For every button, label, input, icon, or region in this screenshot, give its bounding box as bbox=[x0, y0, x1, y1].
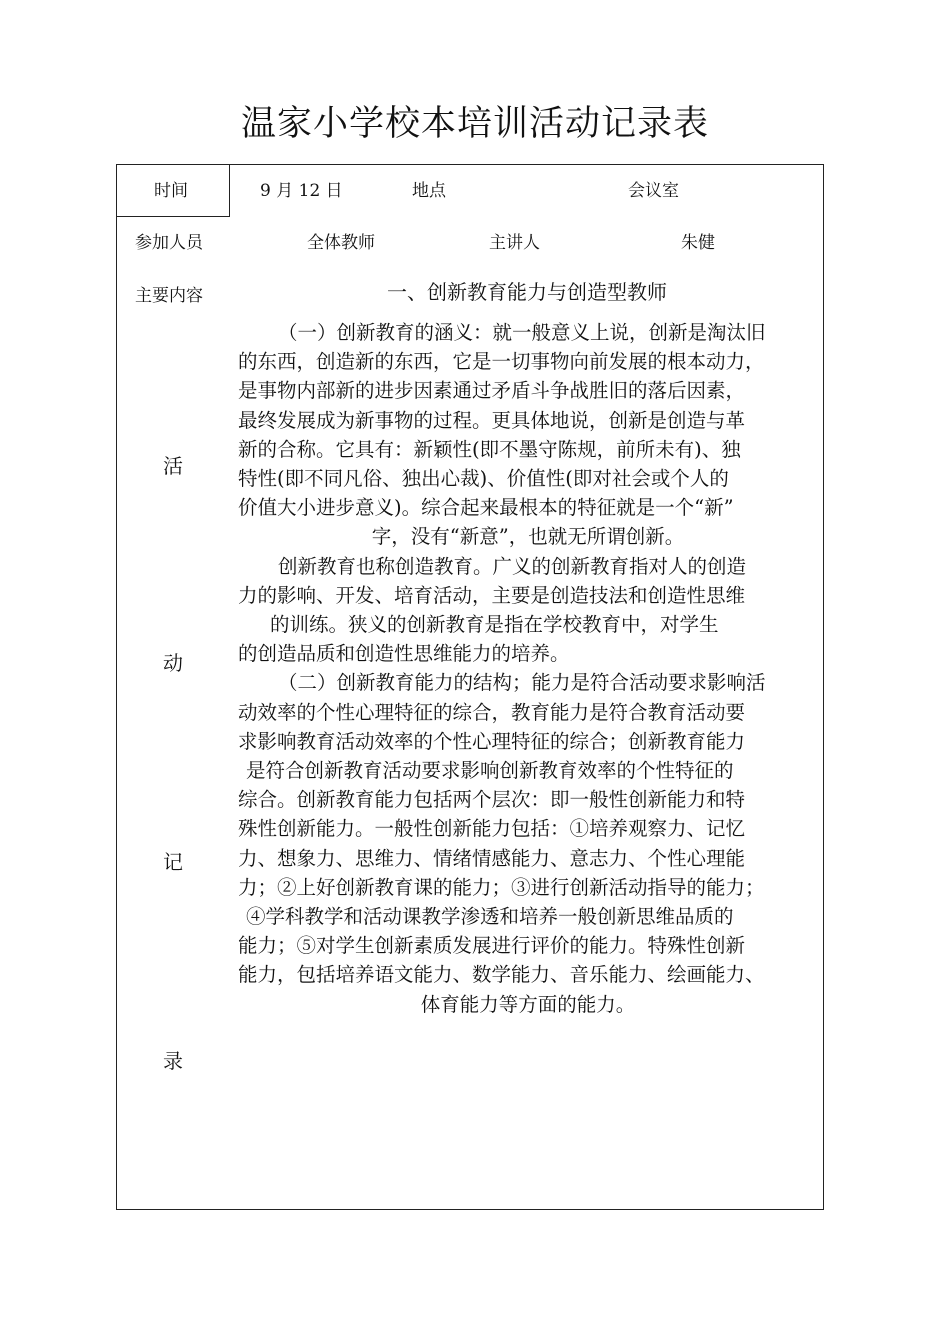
document-title: 温家小学校本培训活动记录表 bbox=[240, 104, 709, 144]
text-line: 能力，包括培养语文能力、数学能力、音乐能力、绘画能力、 bbox=[238, 963, 765, 987]
text-line: （一）创新教育的涵义：就一般意义上说，创新是淘汰旧 bbox=[278, 321, 766, 344]
participants-value: 全体教师 bbox=[307, 233, 375, 253]
text-line: 能力；⑤对学生创新素质发展进行评价的能力。特殊性创新 bbox=[238, 934, 746, 958]
place-label: 地点 bbox=[412, 181, 446, 201]
content-heading: 一、创新教育能力与创造型教师 bbox=[387, 280, 667, 304]
text-line: 最终发展成为新事物的过程。更具体地说，创新是创造与革 bbox=[238, 408, 746, 432]
date-value: 9 月 12 日 bbox=[260, 181, 343, 201]
text-line: 价值大小进步意义)。综合起来最根本的特征就是一个“新” bbox=[238, 496, 734, 520]
text-line: 体育能力等方面的能力。 bbox=[420, 992, 636, 1016]
side-label-char: 活 bbox=[163, 454, 183, 478]
side-label-char: 动 bbox=[163, 651, 183, 675]
speaker-value: 朱健 bbox=[681, 233, 715, 253]
place-value: 会议室 bbox=[628, 181, 679, 201]
text-line: ④学科教学和活动课教学渗透和培养一般创新思维品质的 bbox=[246, 905, 734, 929]
text-line: 新的合称。它具有：新颖性(即不墨守陈规，前所未有)、独 bbox=[238, 437, 741, 461]
text-line: 综合。创新教育能力包括两个层次：即一般性创新能力和特 bbox=[238, 788, 746, 812]
text-line: 的训练。狭义的创新教育是指在学校教育中，对学生 bbox=[270, 613, 719, 637]
participants-label: 参加人员 bbox=[135, 233, 203, 253]
text-line: 是符合创新教育活动要求影响创新教育效率的个性特征的 bbox=[246, 759, 734, 783]
text-line: 是事物内部新的进步因素通过矛盾斗争战胜旧的落后因素， bbox=[238, 379, 746, 403]
text-line: 字，没有“新意”，也就无所谓创新。 bbox=[371, 525, 685, 549]
text-line: 求影响教育活动效率的个性心理特征的综合；创新教育能力 bbox=[238, 729, 746, 753]
text-line: 动效率的个性心理特征的综合，教育能力是符合教育活动要 bbox=[238, 700, 746, 724]
text-line: 的创造品质和创造性思维能力的培养。 bbox=[238, 642, 570, 666]
text-line: 力的影响、开发、培育活动，主要是创造技法和创造性思维 bbox=[238, 583, 746, 607]
content-label: 主要内容 bbox=[135, 286, 203, 306]
text-line: 的东西，创造新的东西，它是一切事物向前发展的根本动力， bbox=[238, 350, 765, 374]
text-line: 殊性创新能力。一般性创新能力包括：①培养观察力、记忆 bbox=[238, 817, 746, 841]
content-body bbox=[238, 318, 818, 1019]
side-label-char: 录 bbox=[163, 1049, 183, 1073]
text-line: 创新教育也称创造教育。广义的创新教育指对人的创造 bbox=[278, 554, 747, 578]
text-line: 力；②上好创新教育课的能力；③进行创新活动指导的能力； bbox=[238, 875, 765, 899]
side-label-char: 记 bbox=[163, 850, 183, 874]
speaker-label: 主讲人 bbox=[489, 233, 540, 253]
time-label: 时间 bbox=[154, 181, 188, 201]
text-line: （二）创新教育能力的结构；能力是符合活动要求影响活 bbox=[278, 671, 766, 695]
text-line: 力、想象力、思维力、情绪情感能力、意志力、个性心理能 bbox=[238, 846, 746, 870]
text-line: 特性(即不同凡俗、独出心裁)、价值性(即对社会或个人的 bbox=[238, 467, 729, 491]
